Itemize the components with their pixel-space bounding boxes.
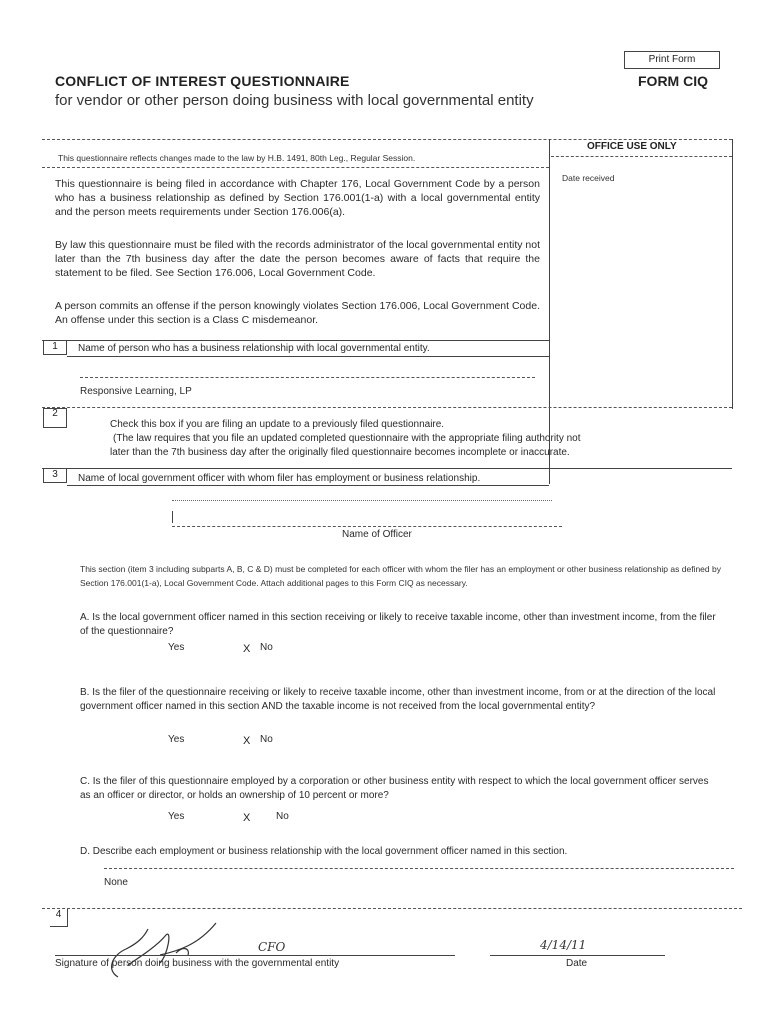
officer-dotted-line bbox=[172, 500, 552, 501]
question-d-value[interactable]: None bbox=[104, 877, 128, 888]
question-c-yes-label: Yes bbox=[168, 811, 185, 822]
question-c-yes-checkbox[interactable] bbox=[137, 810, 143, 820]
question-a: A. Is the local government officer named in this section receiving or likely to receive taxable income, other than investment income, from the filer of the questionnaire? bbox=[80, 612, 716, 637]
section3-note: This section (item 3 including subparts A, B, C & D) must be completed for each officer with whom the filer has an employment or other business relationship as defined by Section 176.001(1-a), Local Government Code. Attach additional pages to this Form CIQ as necessary. bbox=[80, 564, 721, 588]
question-a-yes-label: Yes bbox=[168, 642, 185, 653]
section4-number: 4 bbox=[50, 909, 68, 927]
form-title: CONFLICT OF INTEREST QUESTIONNAIRE bbox=[55, 73, 350, 89]
signature-scribble bbox=[98, 915, 238, 985]
office-use-title-rule bbox=[551, 156, 732, 157]
section1-value-line bbox=[80, 377, 535, 378]
question-b-yes-checkbox[interactable] bbox=[137, 733, 143, 743]
question-c-no-checkbox[interactable]: X bbox=[243, 812, 251, 824]
officer-name-tick bbox=[172, 511, 173, 523]
question-d: D. Describe each employment or business relationship with the local government officer named in this section. bbox=[80, 846, 568, 857]
officer-name-caption: Name of Officer bbox=[342, 529, 412, 540]
section3-label: Name of local government officer with whom filer has employment or business relationship. bbox=[78, 473, 481, 484]
signature-line bbox=[55, 955, 455, 956]
top-rule bbox=[42, 139, 732, 140]
form-id: FORM CIQ bbox=[638, 73, 708, 89]
date-caption: Date bbox=[566, 958, 588, 969]
intro-paragraph-2: By law this questionnaire must be filed with the records administrator of the local governmental entity not later than the 7th business day after the date the person becomes aware of facts that require the statement to be filed. See Section 176.006, Local Government Code. bbox=[55, 239, 540, 279]
section1-top-rule bbox=[42, 340, 549, 341]
section1-label-rule bbox=[67, 356, 549, 357]
intro-paragraph-3: A person commits an offense if the person knowingly violates Section 176.006, Local Government Code. An offense under this section is a Class C misdemeanor. bbox=[55, 300, 540, 326]
form-subtitle: for vendor or other person doing business with local governmental entity bbox=[55, 92, 534, 109]
signature-title[interactable]: CFO bbox=[258, 940, 286, 954]
question-b-yes-label: Yes bbox=[168, 734, 185, 745]
section1-label: Name of person who has a business relationship with local governmental entity. bbox=[78, 343, 430, 354]
intro-paragraph-1: This questionnaire is being filed in accordance with Chapter 176, Local Government Code by a person who has a business relationship as defined by Section 176.001(1-a) with a local governmental entity and the person meets requirements under Section 176.006(a). bbox=[55, 178, 540, 218]
section2-top-rule bbox=[42, 407, 732, 408]
section2-line-2: (The law requires that you file an updated completed questionnaire with the appropriate filing authority not bbox=[113, 433, 581, 444]
officer-name-line bbox=[172, 526, 562, 527]
section4-top-rule bbox=[42, 908, 742, 909]
question-b-no-checkbox[interactable]: X bbox=[243, 735, 251, 747]
question-d-line bbox=[104, 868, 734, 869]
section3-number: 3 bbox=[43, 469, 67, 483]
section2-number: 2 bbox=[43, 408, 67, 428]
question-b: B. Is the filer of the questionnaire receiving or likely to receive taxable income, other than investment income, from or at the direction of the local government officer named in this section AND the taxable income is not received from the local governmental entity? bbox=[80, 687, 716, 712]
question-c-no-label: No bbox=[276, 811, 289, 822]
office-use-title: OFFICE USE ONLY bbox=[587, 141, 677, 152]
section1-number: 1 bbox=[43, 341, 67, 355]
date-received-label: Date received bbox=[562, 173, 615, 183]
date-value[interactable]: 4/14/11 bbox=[540, 938, 587, 952]
law-note: This questionnaire reflects changes made to the law by H.B. 1491, 80th Leg., Regular Session. bbox=[58, 153, 416, 163]
question-b-no-label: No bbox=[260, 734, 273, 745]
office-use-right-border bbox=[732, 139, 733, 409]
signature-caption: Signature of person doing business with the governmental entity bbox=[55, 958, 340, 969]
section3-label-rule bbox=[67, 485, 549, 486]
question-c: C. Is the filer of this questionnaire employed by a corporation or other business entity with respect to which the local government officer serves as an officer or director, or holds an ownership of 10 percent or more? bbox=[80, 776, 709, 801]
print-form-button[interactable]: Print Form bbox=[624, 51, 720, 69]
section3-top-rule bbox=[42, 468, 732, 469]
date-line bbox=[490, 955, 665, 956]
section1-value[interactable]: Responsive Learning, LP bbox=[80, 386, 192, 397]
question-a-no-checkbox[interactable]: X bbox=[243, 643, 251, 655]
section2-line-3: later than the 7th business day after the originally filed questionnaire becomes incomplete or inaccurate. bbox=[110, 447, 570, 458]
section2-update-checkbox[interactable] bbox=[76, 420, 82, 426]
question-a-no-label: No bbox=[260, 642, 273, 653]
intro-rule bbox=[42, 167, 549, 168]
section2-line-1: Check this box if you are filing an update to a previously filed questionnaire. bbox=[110, 419, 445, 430]
